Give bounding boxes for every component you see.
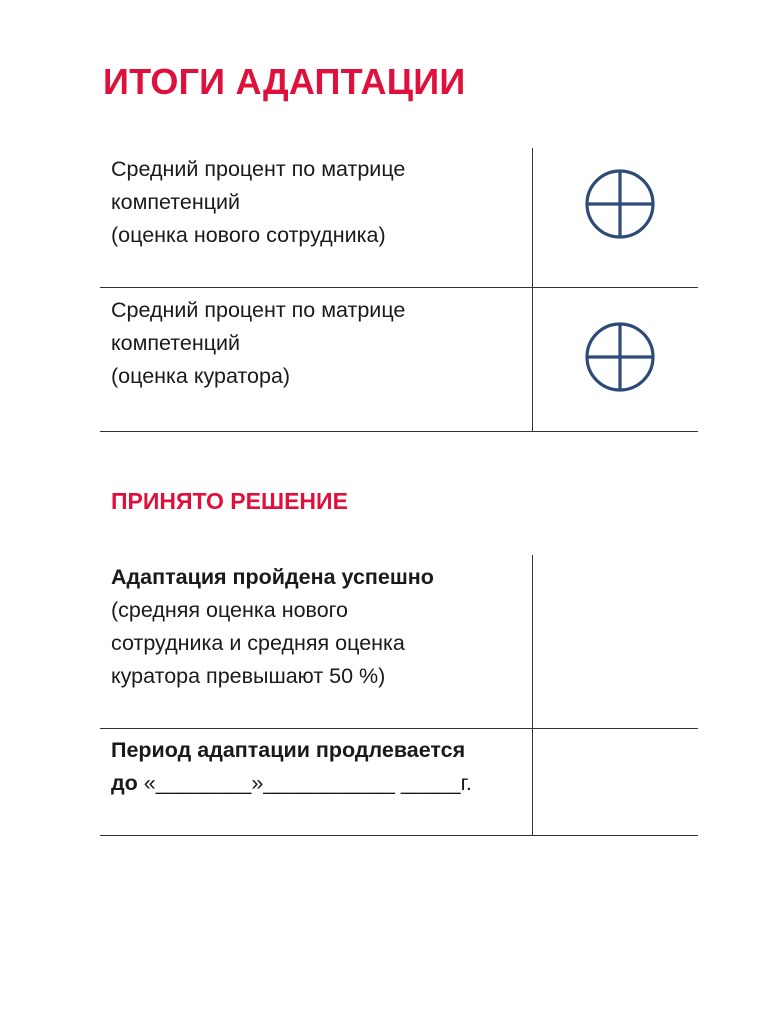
- label-line: компетенций: [111, 331, 241, 355]
- label-line: Средний процент по матрице: [111, 157, 406, 181]
- decision-row-label: [111, 734, 521, 800]
- table-bottom-rule: [100, 835, 698, 836]
- table-bottom-rule: [100, 431, 698, 432]
- label-line: компетенций: [111, 190, 241, 214]
- label-line-bold: Адаптация пройдена успешно: [111, 565, 434, 589]
- label-line: (средняя оценка нового: [111, 598, 348, 622]
- decision-mark-cell[interactable]: [534, 555, 698, 727]
- decision-table: [100, 555, 698, 836]
- label-line: сотрудника и средняя оценка: [111, 631, 405, 655]
- label-line: куратора превышают 50 %): [111, 664, 386, 688]
- results-table: [100, 148, 698, 432]
- decision-title: ПРИНЯТО РЕШЕНИЕ: [111, 488, 348, 514]
- label-line: (оценка куратора): [111, 364, 291, 388]
- label-line-bold: Период адаптации продлевается: [111, 738, 466, 762]
- date-blank[interactable]: «________»___________ _____г.: [137, 771, 472, 795]
- page-title: ИТОГИ АДАПТАЦИИ: [103, 61, 466, 102]
- crosshair-circle-icon: [584, 168, 656, 240]
- result-row-label: [111, 294, 521, 393]
- crosshair-circle-icon: [584, 321, 656, 393]
- label-line: [111, 767, 521, 800]
- decision-row-label: [111, 561, 521, 693]
- result-row-label: [111, 153, 521, 252]
- label-line: Средний процент по матрице: [111, 298, 406, 322]
- decision-mark-cell[interactable]: [534, 730, 698, 834]
- label-bold-word: до: [111, 771, 138, 795]
- label-line: (оценка нового сотрудника): [111, 223, 386, 247]
